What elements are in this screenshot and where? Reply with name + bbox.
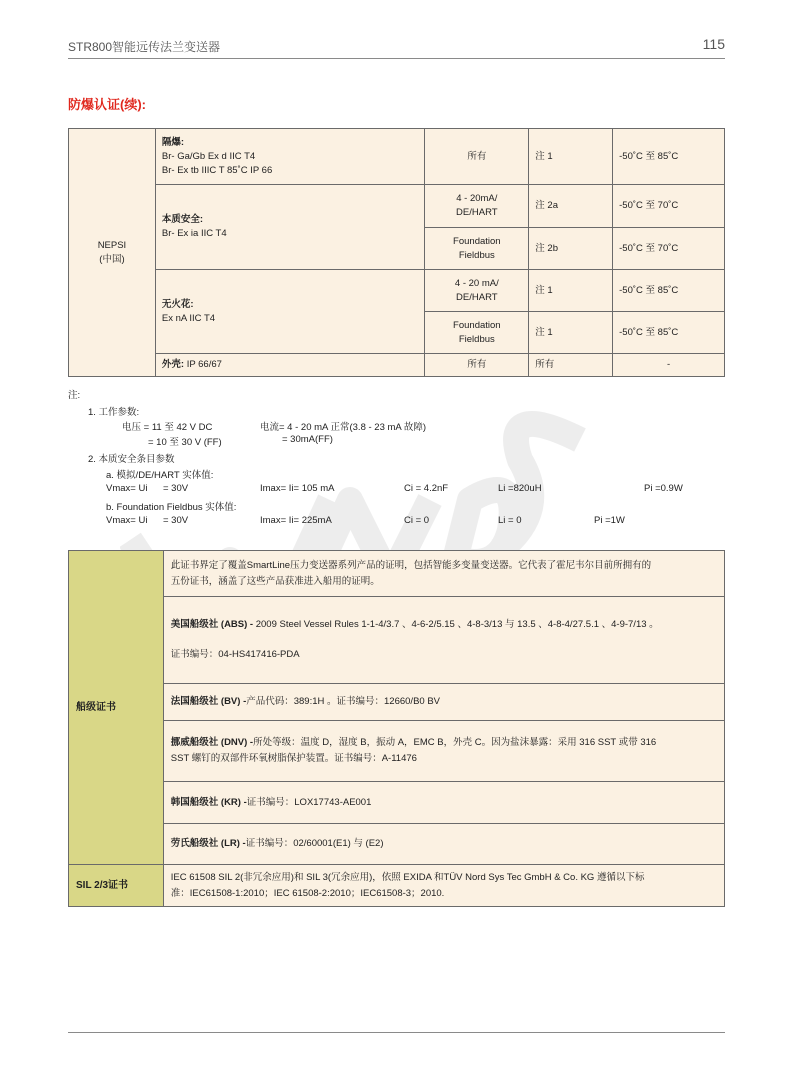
kr-name: 韩国船级社 (KR) - [170, 796, 247, 808]
param-value: Imax= Ii= 105 mA [260, 483, 335, 494]
kr-cell [163, 782, 724, 824]
param-value: Vmax= Ui [106, 483, 148, 494]
voltage-spec: 电压 = 11 至 42 V DC [122, 422, 213, 433]
document-title: STR800智能远传法兰变送器 [68, 40, 221, 54]
sil-line: IEC 61508 SIL 2(非冗余应用)和 SIL 3(冗余应用)，依照 EXIDA 和TÜV Nord Sys Tec GmbH & Co. KG 遵循以下标 [170, 871, 645, 883]
param-value: Imax= Ii= 225mA [260, 515, 332, 526]
protocol-cell: 所有 [425, 129, 529, 185]
note-2a: a. 模拟/DE/HART 实体值: [106, 470, 214, 481]
intrinsic-line: Br- Ex ia IIC T4 [161, 228, 227, 239]
note-2b: b. Foundation Fieldbus 实体值: [106, 502, 237, 513]
note-cell: 注 2b [529, 228, 613, 270]
param-value: Vmax= Ui [106, 515, 148, 526]
enclosure-label: 外壳: [161, 359, 185, 370]
marine-label: 船级证书 [69, 551, 164, 865]
bv-text: 产品代码：389:1H 。证书编号：12660/B0 BV [246, 696, 440, 707]
section-title: 防爆认证(续): [68, 97, 146, 112]
dnv-name: 挪威船级社 (DNV) - [170, 737, 254, 748]
protocol-cell [425, 312, 529, 354]
bv-cell [163, 684, 724, 721]
protocol-cell [425, 228, 529, 270]
marine-intro [163, 551, 724, 597]
kr-text: 证书编号：LOX17743-AE001 [246, 796, 372, 808]
note-cell: 注 1 [529, 312, 613, 354]
param-value: Pi =0.9W [644, 483, 683, 494]
protocol-cell: 所有 [425, 354, 529, 377]
bv-name: 法国船级社 (BV) - [170, 696, 247, 707]
marine-certificate-table [68, 550, 725, 907]
note-cell: 注 1 [529, 129, 613, 185]
agency-name: NEPSI [97, 239, 127, 251]
lr-text: 证书编号：02/60001(E1) 与 (E2) [245, 838, 384, 849]
protocol-line: DE/HART [456, 207, 498, 218]
temp-cell: -50˚C 至 70˚C [613, 185, 725, 228]
nonsparking-line: Ex nA IIC T4 [161, 312, 216, 324]
nonsparking-cell [155, 270, 424, 354]
agency-country: (中国) [99, 253, 125, 265]
agency-cell [69, 129, 156, 377]
sil-cell [163, 865, 724, 907]
dnv-line: SST 螺钉的双部件环氧树脂保护装置。证书编号：A-11476 [170, 753, 417, 764]
intrinsic-cell [155, 185, 424, 270]
note-1: 1. 工作参数: [88, 407, 140, 418]
protocol-line: DE/HART [456, 291, 498, 303]
abs-cert: 证书编号：04-HS417416-PDA [170, 649, 300, 660]
dnv-cell [163, 721, 724, 782]
abs-cell [163, 597, 724, 684]
current-spec: 电流= 4 - 20 mA 正常(3.8 - 23 mA 故障) [260, 422, 427, 433]
dnv-line: 所处等级：温度 D，湿度 B，振动 A，EMC B，外壳 C。因为盐沫暴露：采用 316 SST 或带 316 [253, 737, 657, 748]
protocol-cell [425, 270, 529, 312]
nonsparking-title: 无火花: [161, 298, 194, 310]
enclosure-cell [155, 354, 424, 377]
flameproof-cell [155, 129, 424, 185]
current-ff-spec: = 30mA(FF) [282, 434, 333, 445]
lr-name: 劳氏船级社 (LR) - [170, 838, 246, 849]
intro-line: 此证书界定了覆盖SmartLine压力变送器系列产品的证明，包括智能多变量变送器。它代表了霍尼韦尔目前所拥有的 [170, 559, 652, 571]
temp-cell: -50˚C 至 85˚C [613, 270, 725, 312]
flameproof-title: 隔爆: [161, 136, 185, 148]
note-cell: 所有 [529, 354, 613, 377]
protocol-line: 4 - 20mA/ [456, 193, 498, 204]
param-value: Pi =1W [594, 515, 625, 526]
page-number: 115 [702, 36, 725, 52]
flameproof-line: Br- Ga/Gb Ex d IIC T4 [161, 150, 256, 162]
param-value: Li =820uH [498, 483, 542, 494]
temp-cell: -50˚C 至 85˚C [613, 129, 725, 185]
note-cell: 注 2a [529, 185, 613, 228]
lr-cell [163, 824, 724, 865]
protocol-line: Fieldbus [458, 249, 495, 261]
protocol-line: 4 - 20 mA/ [454, 277, 499, 289]
flameproof-line: Br- Ex tb IIIC T 85˚C IP 66 [161, 164, 273, 176]
abs-text: 2009 Steel Vessel Rules 1-1-4/3.7 、4-6-2/5.15 、4-8-3/13 与 13.5 、4-8-4/27.5.1 、4-9-7/13 。 [253, 619, 659, 630]
protocol-cell [425, 185, 529, 228]
temp-cell: - [613, 354, 725, 377]
protocol-line: Foundation [453, 235, 501, 247]
intro-line: 五份证书，涵盖了这些产品获准进入船用的证明。 [170, 575, 380, 587]
notes-heading: 注: [68, 390, 81, 401]
param-value: = 30V [163, 483, 189, 494]
enclosure-value: IP 66/67 [186, 359, 222, 370]
sil-line: 准：IEC61508-1:2010；IEC 61508-2:2010；IEC61508-3；2010. [170, 887, 445, 899]
param-value: = 30V [163, 515, 189, 526]
intrinsic-title: 本质安全: [161, 214, 204, 225]
page-header [68, 34, 725, 59]
sil-label: SIL 2/3证书 [69, 865, 164, 907]
voltage-ff-spec: = 10 至 30 V (FF) [148, 437, 222, 448]
footer-rule [68, 1032, 725, 1033]
note-cell: 注 1 [529, 270, 613, 312]
param-value: Ci = 0 [404, 515, 430, 526]
temp-cell: -50˚C 至 70˚C [613, 228, 725, 270]
protocol-line: Foundation [453, 319, 501, 331]
protocol-line: Fieldbus [458, 333, 495, 345]
param-value: Ci = 4.2nF [404, 483, 449, 494]
param-value: Li = 0 [498, 515, 522, 526]
temp-cell: -50˚C 至 85˚C [613, 312, 725, 354]
note-2: 2. 本质安全条目参数 [88, 454, 175, 465]
explosion-proof-table [68, 128, 725, 377]
abs-name: 美国船级社 (ABS) - [170, 619, 254, 630]
